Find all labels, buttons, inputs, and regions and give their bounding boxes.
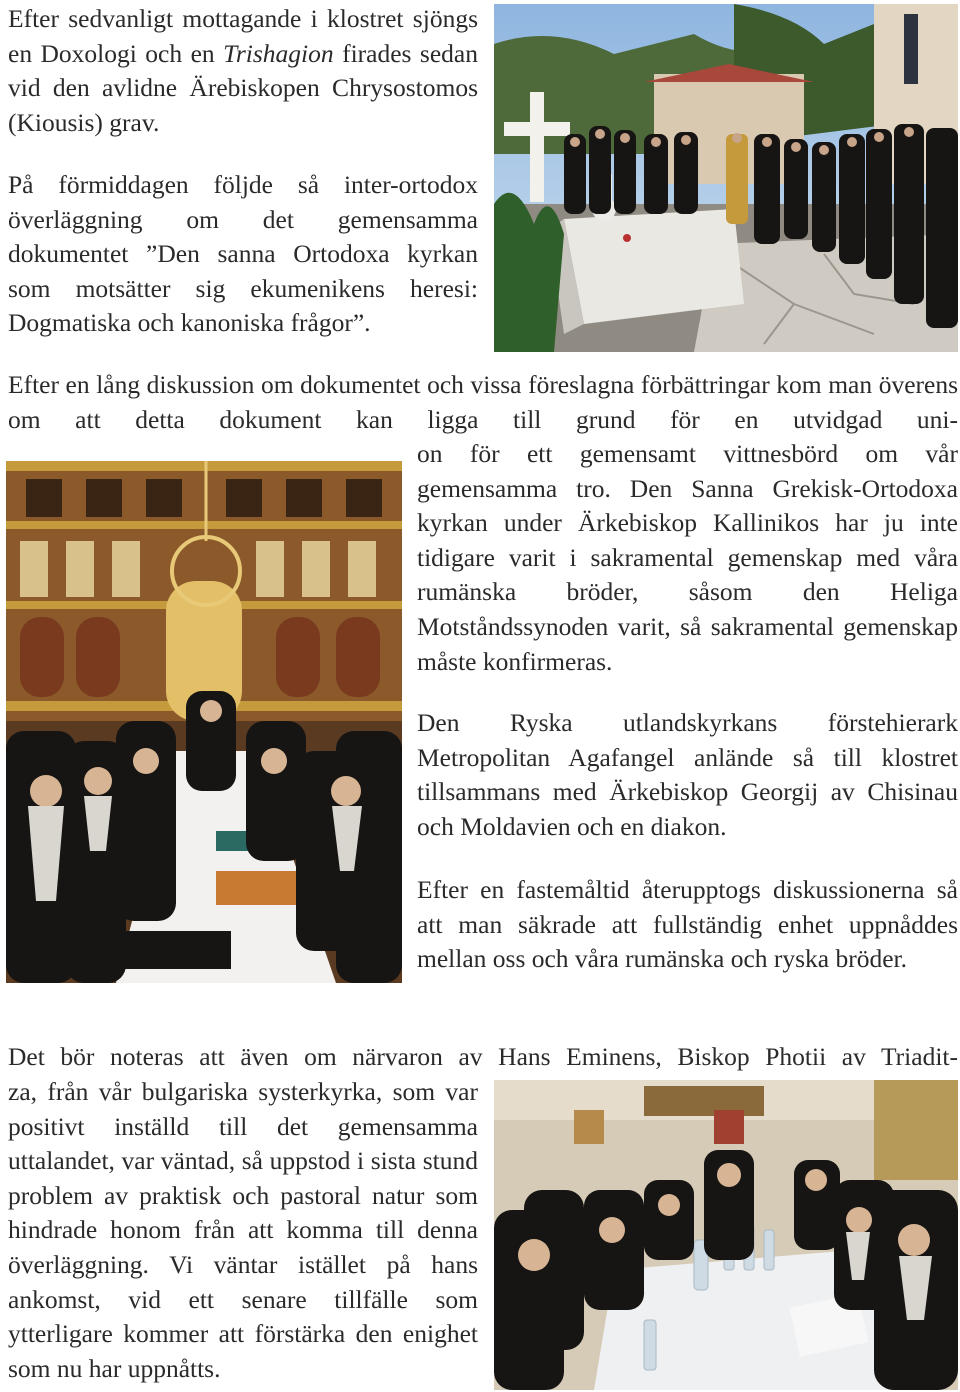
paragraph-5: Efter en fastemåltid återupptogs diskussionerna så att man säkrade att fullständig enhet uppnåddes mellan oss och våra rumänska och ryska bröder.: [417, 875, 958, 974]
paragraph-1-text-a: Efter sedvanligt mottagande i klostret sjöngs en Doxologi och en: [8, 4, 478, 68]
photo-meeting-table: [494, 1080, 958, 1390]
grave-ceremony-image: [494, 4, 958, 352]
photo-grave-ceremony: [494, 4, 958, 352]
paragraph-6-full: Det bör noteras att även om närvaron av Hans Eminens, Biskop Photii av Triadit-: [8, 1042, 958, 1071]
paragraph-4: Den Ryska utlandskyrkans förstehierark Metropolitan Agafangel anlände så till klostret tillsammans med Ärkebiskop Georgij av Chisinau och Moldavien och en diakon.: [417, 708, 958, 841]
paragraph-6-cont: za, från vår bulgariska systerkyrka, som var positivt inställd till det gemensamma uttalandet, var väntad, så uppstod i sista stund problem av praktisk och pastoral natur som hindrade honom från att komma till denna överläggning. Vi väntar istället på hans ankomst, vid ett senare tillfälle som ytterligare kommer att förstärka den enighet som nu har uppnåtts.: [8, 1077, 478, 1383]
paragraph-1: [8, 2, 478, 140]
church-meeting-image: [6, 461, 402, 983]
paragraph-1-text-b: firades sedan vid den avlidne Ärebiskopen Chrysostomos (Kiousis) grav.: [8, 38, 478, 137]
meeting-table-image: [494, 1080, 958, 1390]
paragraph-3-cont: on för ett gemensamt vittnesbörd om vår gemensamma tro. Den Sanna Grekisk-Ortodoxa kyrkan under Ärkebiskop Kallinikos har ju inte tidigare varit i sakramental gemenskap med våra rumänska bröder, såsom den Heliga Motståndssynoden varit, så sakramental gemenskap måste konfirmeras.: [417, 439, 958, 676]
photo-church-meeting: [6, 461, 402, 983]
paragraph-1-italic: Trishagion: [223, 38, 334, 68]
paragraph-3-full: Efter en lång diskussion om dokumentet och vissa föreslagna förbättringar kom man överens om att detta dokument kan ligga till grund för en utvidgad uni-: [8, 370, 958, 434]
paragraph-2: På förmiddagen följde så inter-ortodox överläggning om det gemensamma dokumentet ”Den sanna Ortodoxa kyrkan som motsätter sig ekumenikens heresi: Dogmatiska och kanoniska frågor”.: [8, 170, 478, 338]
